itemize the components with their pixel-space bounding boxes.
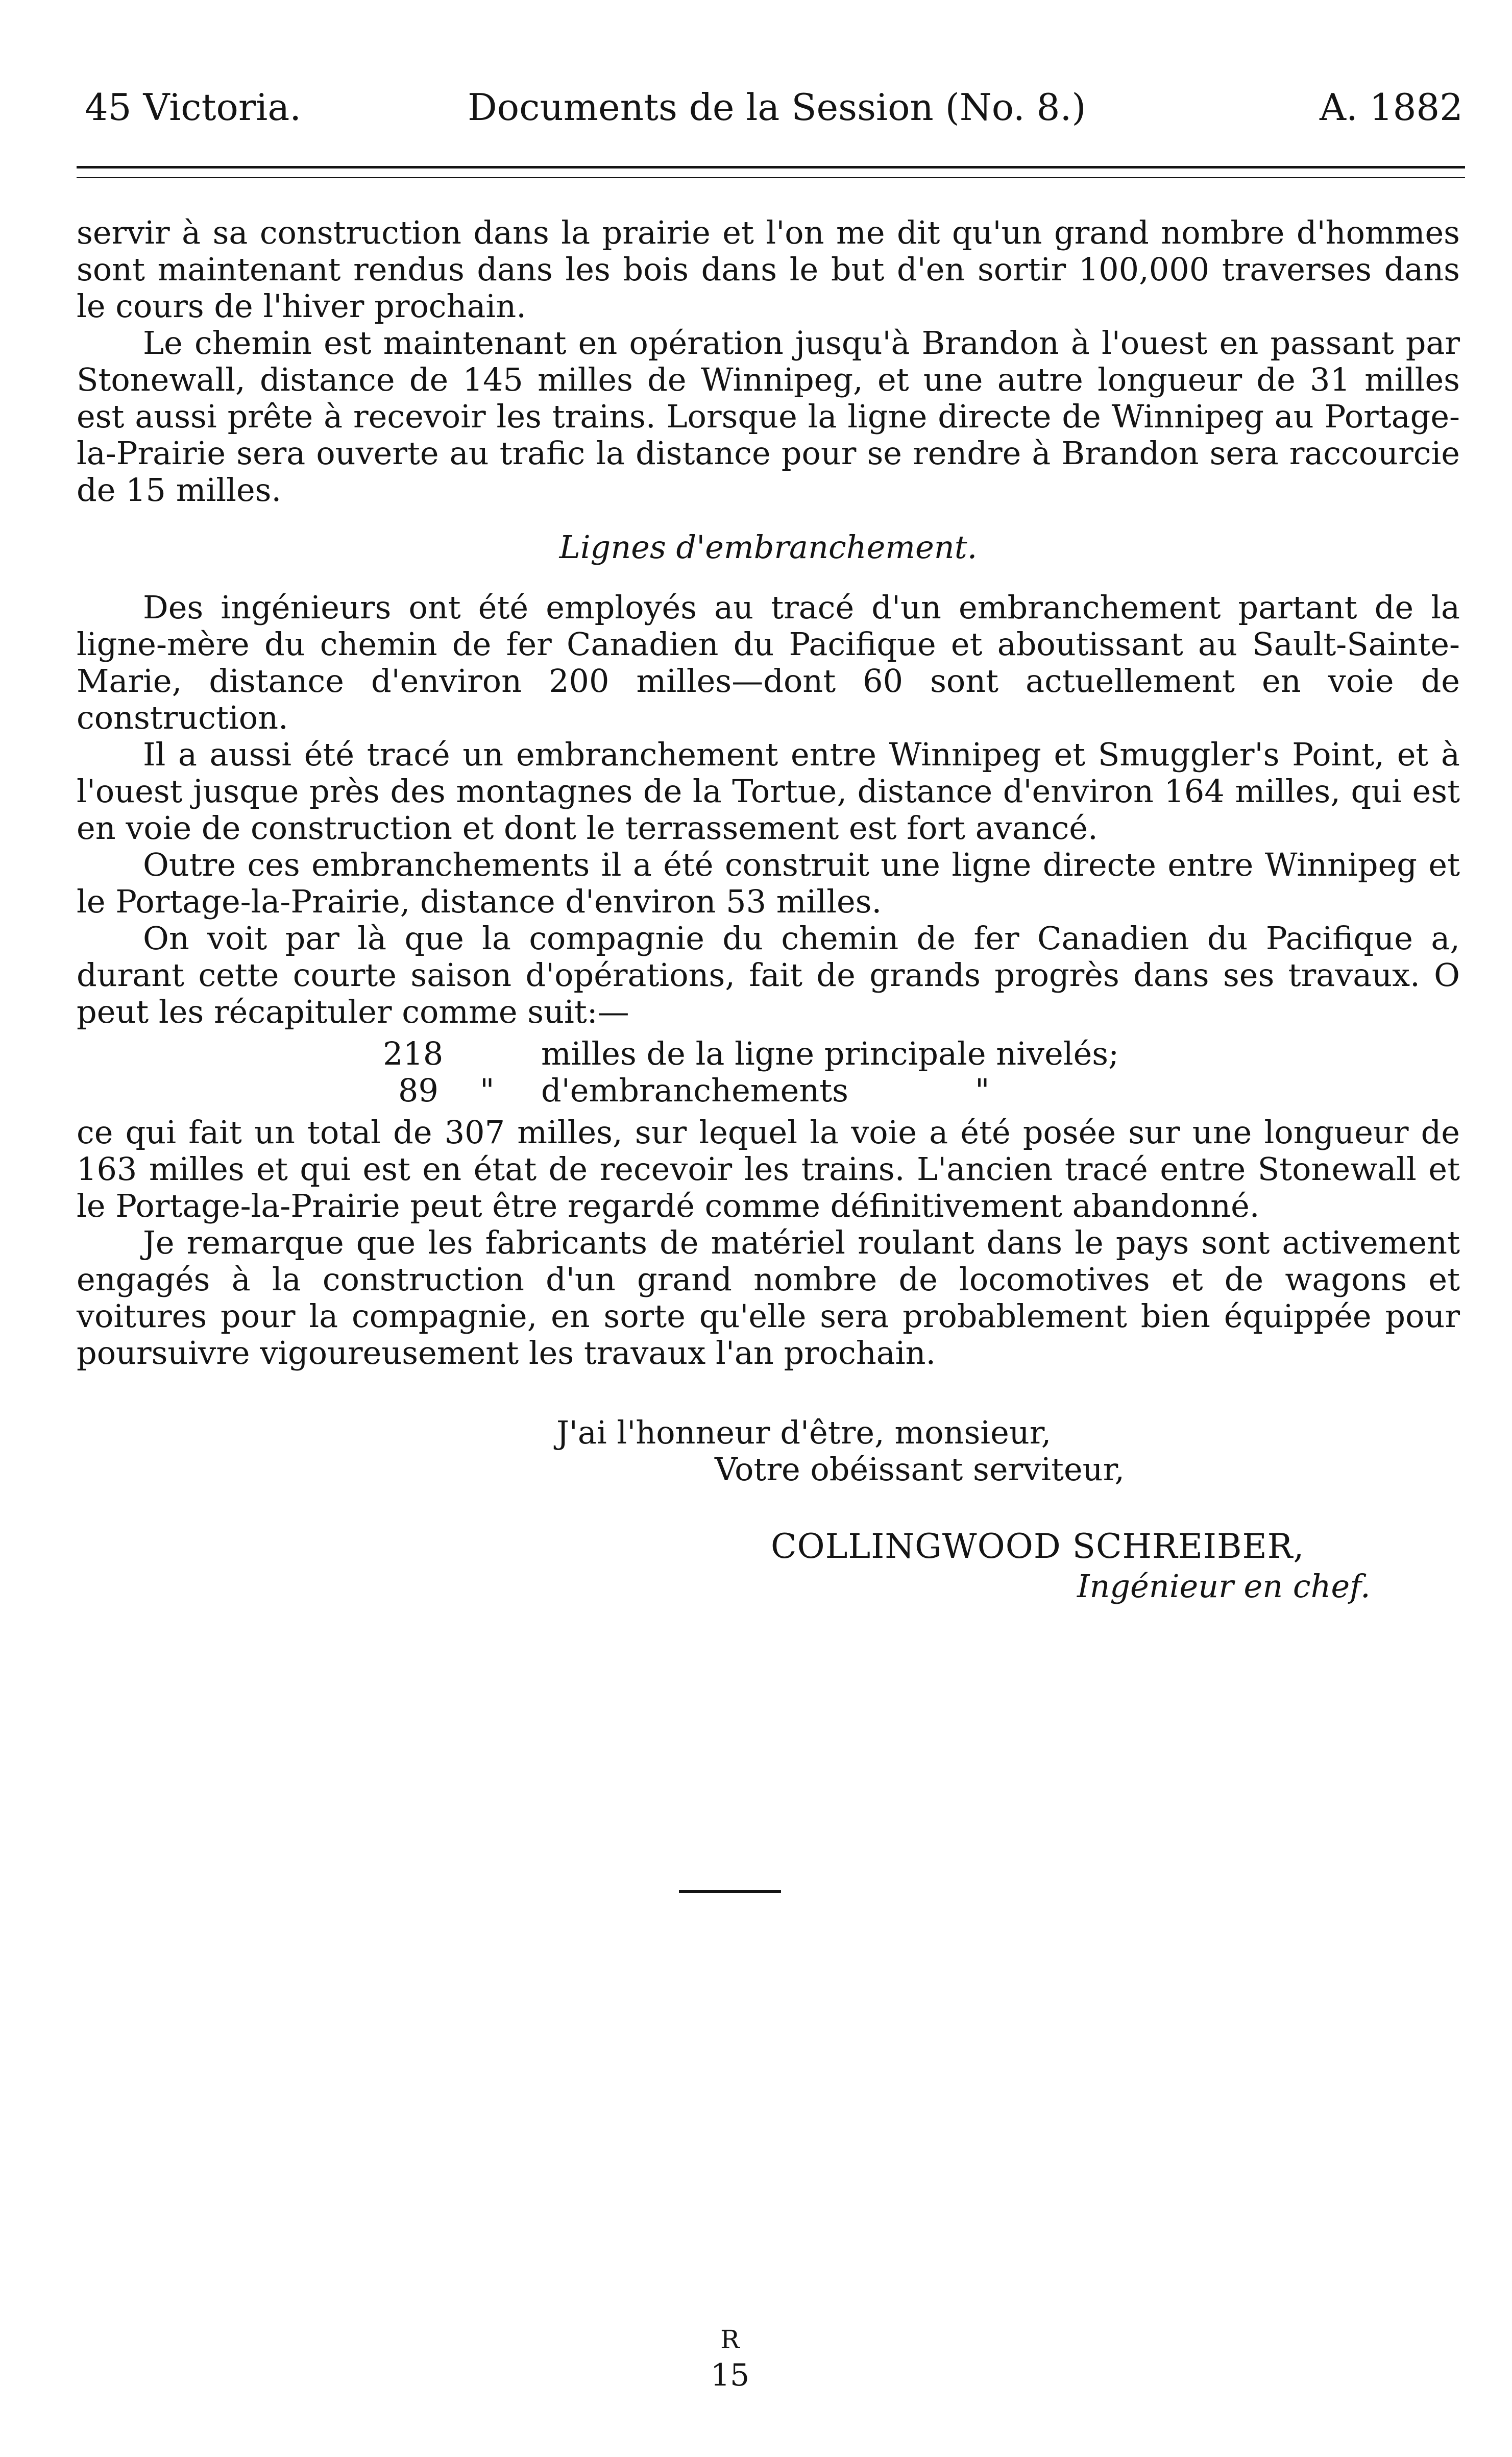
paragraph-progress: On voit par là que la compagnie du chemin de fer Canadien du Pacifique a, durant cette courte saison d'opérations, fait de grands progrès dans ses travaux. O peut les récapituler comme suit:— [77, 920, 1460, 1030]
section-title: Lignes d'embranchement. [559, 528, 978, 566]
signature-title: Ingénieur en chef. [1077, 1568, 1371, 1605]
header-rule-thin [77, 177, 1465, 178]
mileage-tally [77, 1035, 1460, 1109]
paragraph-continued: servir à sa construction dans la prairie et l'on me dit qu'un grand nombre d'hommes sont maintenant rendus dans les bois dans le but d'en sortir 100,000 traverses dans le cours de l'hiver prochain. [77, 214, 1460, 325]
signature-name: COLLINGWOOD SCHREIBER, [771, 1527, 1305, 1566]
page-number: 15 [710, 2357, 750, 2393]
tally-desc: milles de la ligne principale nivelés; [541, 1035, 1119, 1072]
tally-ditto-mark: " [480, 1072, 495, 1109]
closing-line: J'ai l'honneur d'être, monsieur, [556, 1414, 1052, 1451]
tally-ditto-mark: " [975, 1072, 990, 1109]
tally-row-branches [77, 1072, 1460, 1109]
paragraph-portage-line: Outre ces embranchements il a été construit une ligne directe entre Winnipeg et le Portage-la-Prairie, distance d'environ 53 milles. [77, 846, 1460, 920]
paragraph-smugglers-point: Il a aussi été tracé un embranchement entre Winnipeg et Smuggler's Point, et à l'ouest jusque près des montagnes de la Tortue, distance d'environ 164 milles, qui est en voie de construction et dont le terrassement est fort avancé. [77, 736, 1460, 847]
paragraph-total: ce qui fait un total de 307 milles, sur lequel la voie a été posée sur une longueur de 163 milles et qui est en état de recevoir les trains. L'ancien tracé entre Stonewall et le Portage-la-Prairie peut être regardé comme définitivement abandonné. [77, 1114, 1460, 1224]
paragraph-rolling-stock: Je remarque que les fabricants de matériel roulant dans le pays sont activement engagés à la construction d'un grand nombre de locomotives et de wagons et voitures pour la compagnie, en sorte qu'elle sera probablement bien équippée pour poursuivre vigoureusement les travaux l'an prochain. [77, 1224, 1460, 1371]
paragraph-brandon: Le chemin est maintenant en opération jusqu'à Brandon à l'ouest en passant par Stonewall, distance de 145 milles de Winnipeg, et une autre longueur de 31 milles est aussi prête à recevoir les trains. Lorsque la ligne directe de Winnipeg au Portage-la-Prairie sera ouverte au trafic la distance pour se rendre à Brandon sera raccourcie de 15 milles. [77, 324, 1460, 509]
header-rule-thick [77, 166, 1465, 168]
closing-line: Votre obéissant serviteur, [715, 1451, 1125, 1488]
end-rule [679, 1890, 781, 1893]
body-text [77, 214, 1460, 1371]
running-header [85, 82, 1463, 133]
signature-mark: R [720, 2325, 740, 2354]
tally-qty: 218 [383, 1035, 444, 1072]
tally-qty: 89 [398, 1072, 438, 1109]
paragraph-sault-sainte-marie: Des ingénieurs ont été employés au tracé d'un embranchement partant de la ligne-mère du chemin de fer Canadien du Pacifique et aboutissant au Sault-Sainte-Marie, distance d'environ 200 milles—dont 60 sont actuellement en voie de construction. [77, 589, 1460, 736]
header-volume: 45 Victoria. [85, 86, 302, 129]
header-document-title: Documents de la Session (No. 8.) [468, 86, 1086, 129]
closing-salutation [556, 1414, 1125, 1488]
header-year: A. 1882 [1319, 86, 1463, 129]
tally-desc: d'embranchements [541, 1072, 848, 1109]
tally-row-main-line [77, 1035, 1460, 1072]
